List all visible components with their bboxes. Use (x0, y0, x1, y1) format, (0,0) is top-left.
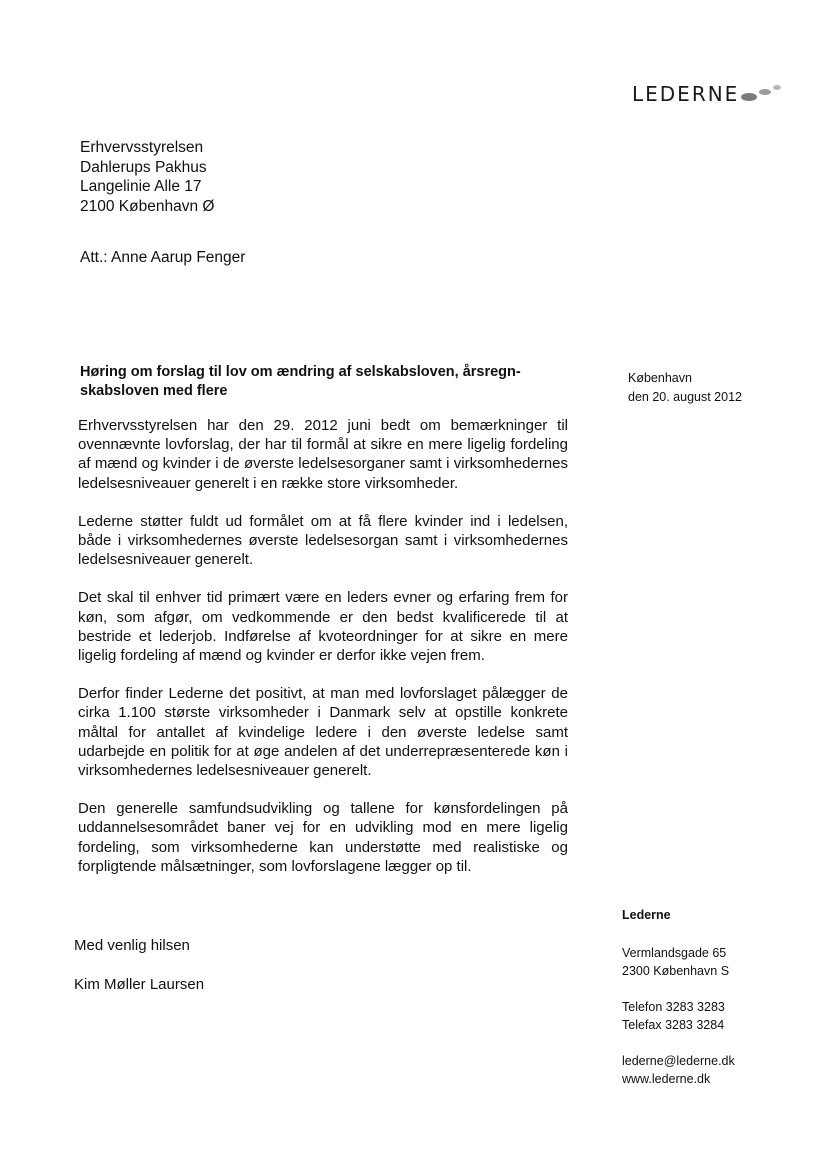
recipient-address (80, 138, 214, 216)
place: København (628, 371, 692, 385)
body-paragraph: Lederne støtter fuldt ud formålet om at få flere kvinder ind i ledelsen, både i virksomhedernes øverste ledelsesorgan samt i virksomhedernes ledelsesniveauer generelt. (78, 512, 568, 569)
recipient-line: 2100 København Ø (80, 197, 215, 215)
subject-line: Høring om forslag til lov om ændring af selskabsloven, årsregn- (80, 364, 521, 380)
sender-fax: Telefax 3283 3284 (622, 1018, 725, 1032)
recipient-line: Erhvervsstyrelsen (80, 139, 204, 156)
closing-greeting: Med venlig hilsen (74, 937, 190, 954)
date: den 20. august 2012 (628, 390, 742, 404)
sender-phone: Telefon 3283 3283 (622, 1000, 725, 1014)
sender-org: Lederne (622, 908, 671, 922)
subject-line: skabsloven med flere (80, 383, 228, 399)
lederne-logo (632, 82, 785, 106)
recipient-line: Dahlerups Pakhus (80, 158, 207, 176)
sender-contact-block (622, 906, 735, 1106)
sender-city: 2300 København S (622, 964, 730, 978)
attention-line: Att.: Anne Aarup Fenger (80, 249, 246, 266)
body-paragraph: Erhvervsstyrelsen har den 29. 2012 juni bedt om bemærkninger til ovennævnte lovforslag, der har til formål at sikre en mere ligelig fordeling af mænd og kvinder i de øverste ledelsesorganer samt i virksomhedernes ledelsesniveauer generelt i en række store virksomheder. (78, 417, 568, 492)
sender-web-link[interactable]: www.lederne.dk (622, 1072, 711, 1086)
logo-dots-icon (739, 83, 785, 105)
logo-wordmark: LEDERNE (632, 82, 740, 106)
body-paragraph: Derfor finder Lederne det positivt, at man med lovforslaget pålægger de cirka 1.100 største virksomheder i Danmark selv at opstille konkrete måltal for antallet af kvindelige ledere i den øverste ledelse samt udarbejde en politik for at øge andelen af det underrepræsenterede køn i virksomhedernes ledelsesniveauer generelt. (78, 685, 568, 780)
recipient-line: Langelinie Alle 17 (80, 178, 202, 195)
letter-body (78, 416, 568, 895)
sender-street: Vermlandsgade 65 (622, 946, 727, 960)
signer-name: Kim Møller Laursen (74, 976, 205, 993)
letter-subject (80, 363, 570, 401)
place-date (628, 369, 742, 407)
body-paragraph: Den generelle samfundsudvikling og tallene for kønsfordelingen på uddannelsesområdet baner vej for en udvikling mod en mere ligelig fordeling, som virksomhederne kan understøtte med realistiske og forpligtende målsætninger, som lovforslagene lægger op til. (78, 800, 568, 875)
body-paragraph: Det skal til enhver tid primært være en leders evner og erfaring frem for køn, som afgør, om vedkommende er den bedst kvalificerede til at bestride et lederjob. Indførelse af kvoteordninger for at sikre en mere ligelig fordeling af mænd og kvinder er derfor ikke vejen frem. (78, 589, 568, 665)
sender-email-link[interactable]: lederne@lederne.dk (622, 1054, 735, 1068)
